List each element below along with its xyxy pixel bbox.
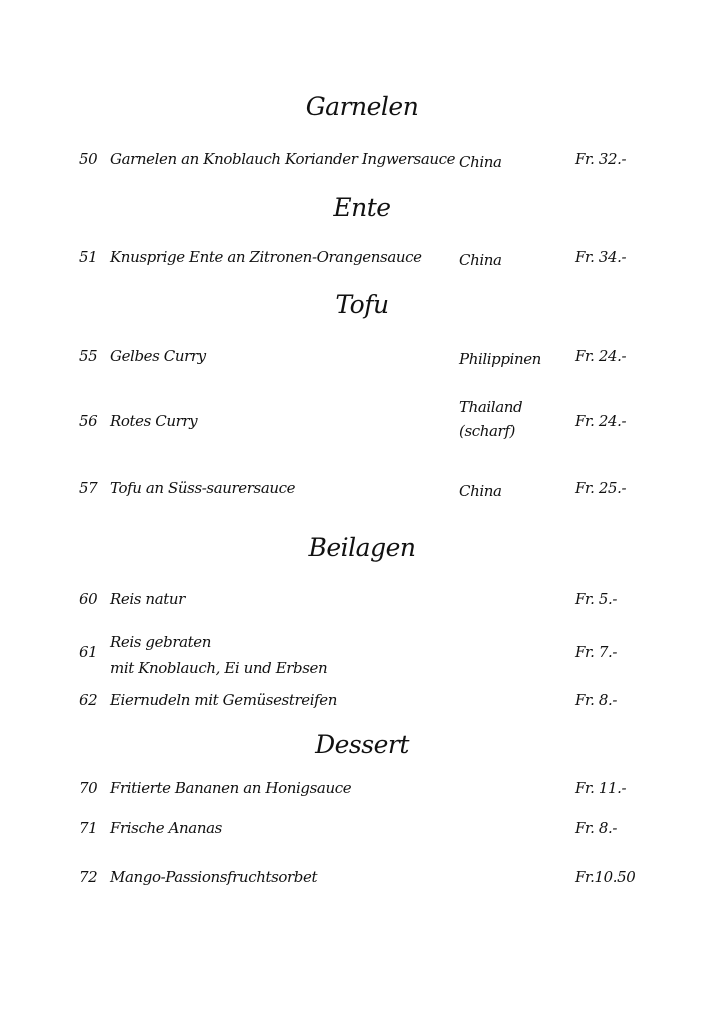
item-number: 61 [79, 643, 98, 661]
item-origin-line1: Thailand [459, 398, 523, 416]
item-price: Fr. 7.- [575, 643, 618, 661]
item-origin: China [459, 482, 502, 500]
item-price: Fr. 25.- [575, 479, 627, 497]
item-number: 50 [79, 150, 98, 168]
item-price: Fr. 5.- [575, 590, 618, 608]
item-origin: China [459, 153, 502, 171]
item-number: 56 [79, 412, 98, 430]
section-heading-ente: Ente [333, 193, 391, 222]
item-origin-line2: (scharf) [459, 422, 515, 440]
item-number: 62 [79, 691, 98, 709]
item-name: Rotes Curry [110, 412, 198, 430]
item-origin [459, 395, 559, 443]
item-name: Knusprige Ente an Zitronen-Orangensauce [110, 248, 422, 266]
item-name: Reis natur [110, 590, 185, 608]
item-name: Fritierte Bananen an Honigsauce [110, 779, 352, 797]
item-number: 60 [79, 590, 98, 608]
section-heading-tofu: Tofu [335, 290, 389, 319]
item-name: Frische Ananas [110, 819, 222, 837]
item-origin: China [459, 251, 502, 269]
section-heading-beilagen: Beilagen [308, 533, 416, 562]
item-price: Fr. 11.- [575, 779, 627, 797]
item-name: Garnelen an Knoblauch Koriander Ingwersauce [110, 150, 456, 168]
item-price: Fr. 24.- [575, 347, 627, 365]
item-number: 70 [79, 779, 98, 797]
item-name-line1: Reis gebraten [110, 633, 211, 651]
item-price: Fr. 8.- [575, 819, 618, 837]
item-number: 71 [79, 819, 98, 837]
item-number: 72 [79, 868, 98, 886]
item-price: Fr.10.50 [575, 868, 636, 886]
item-name-line2: mit Knoblauch, Ei und Erbsen [110, 659, 328, 677]
item-name: Mango-Passionsfruchtsorbet [110, 868, 318, 886]
item-name: Eiernudeln mit Gemüsestreifen [110, 691, 338, 709]
item-number: 57 [79, 479, 98, 497]
item-price: Fr. 32.- [575, 150, 627, 168]
item-number: 51 [79, 248, 98, 266]
item-name: Gelbes Curry [110, 347, 206, 365]
item-name [110, 629, 450, 681]
item-name: Tofu an Süss-saurersauce [110, 479, 296, 497]
item-price: Fr. 34.- [575, 248, 627, 266]
section-heading-dessert: Dessert [315, 730, 409, 759]
item-price: Fr. 8.- [575, 691, 618, 709]
item-origin: Philippinen [459, 350, 541, 368]
section-heading-garnelen: Garnelen [305, 92, 419, 121]
item-number: 55 [79, 347, 98, 365]
item-price: Fr. 24.- [575, 412, 627, 430]
